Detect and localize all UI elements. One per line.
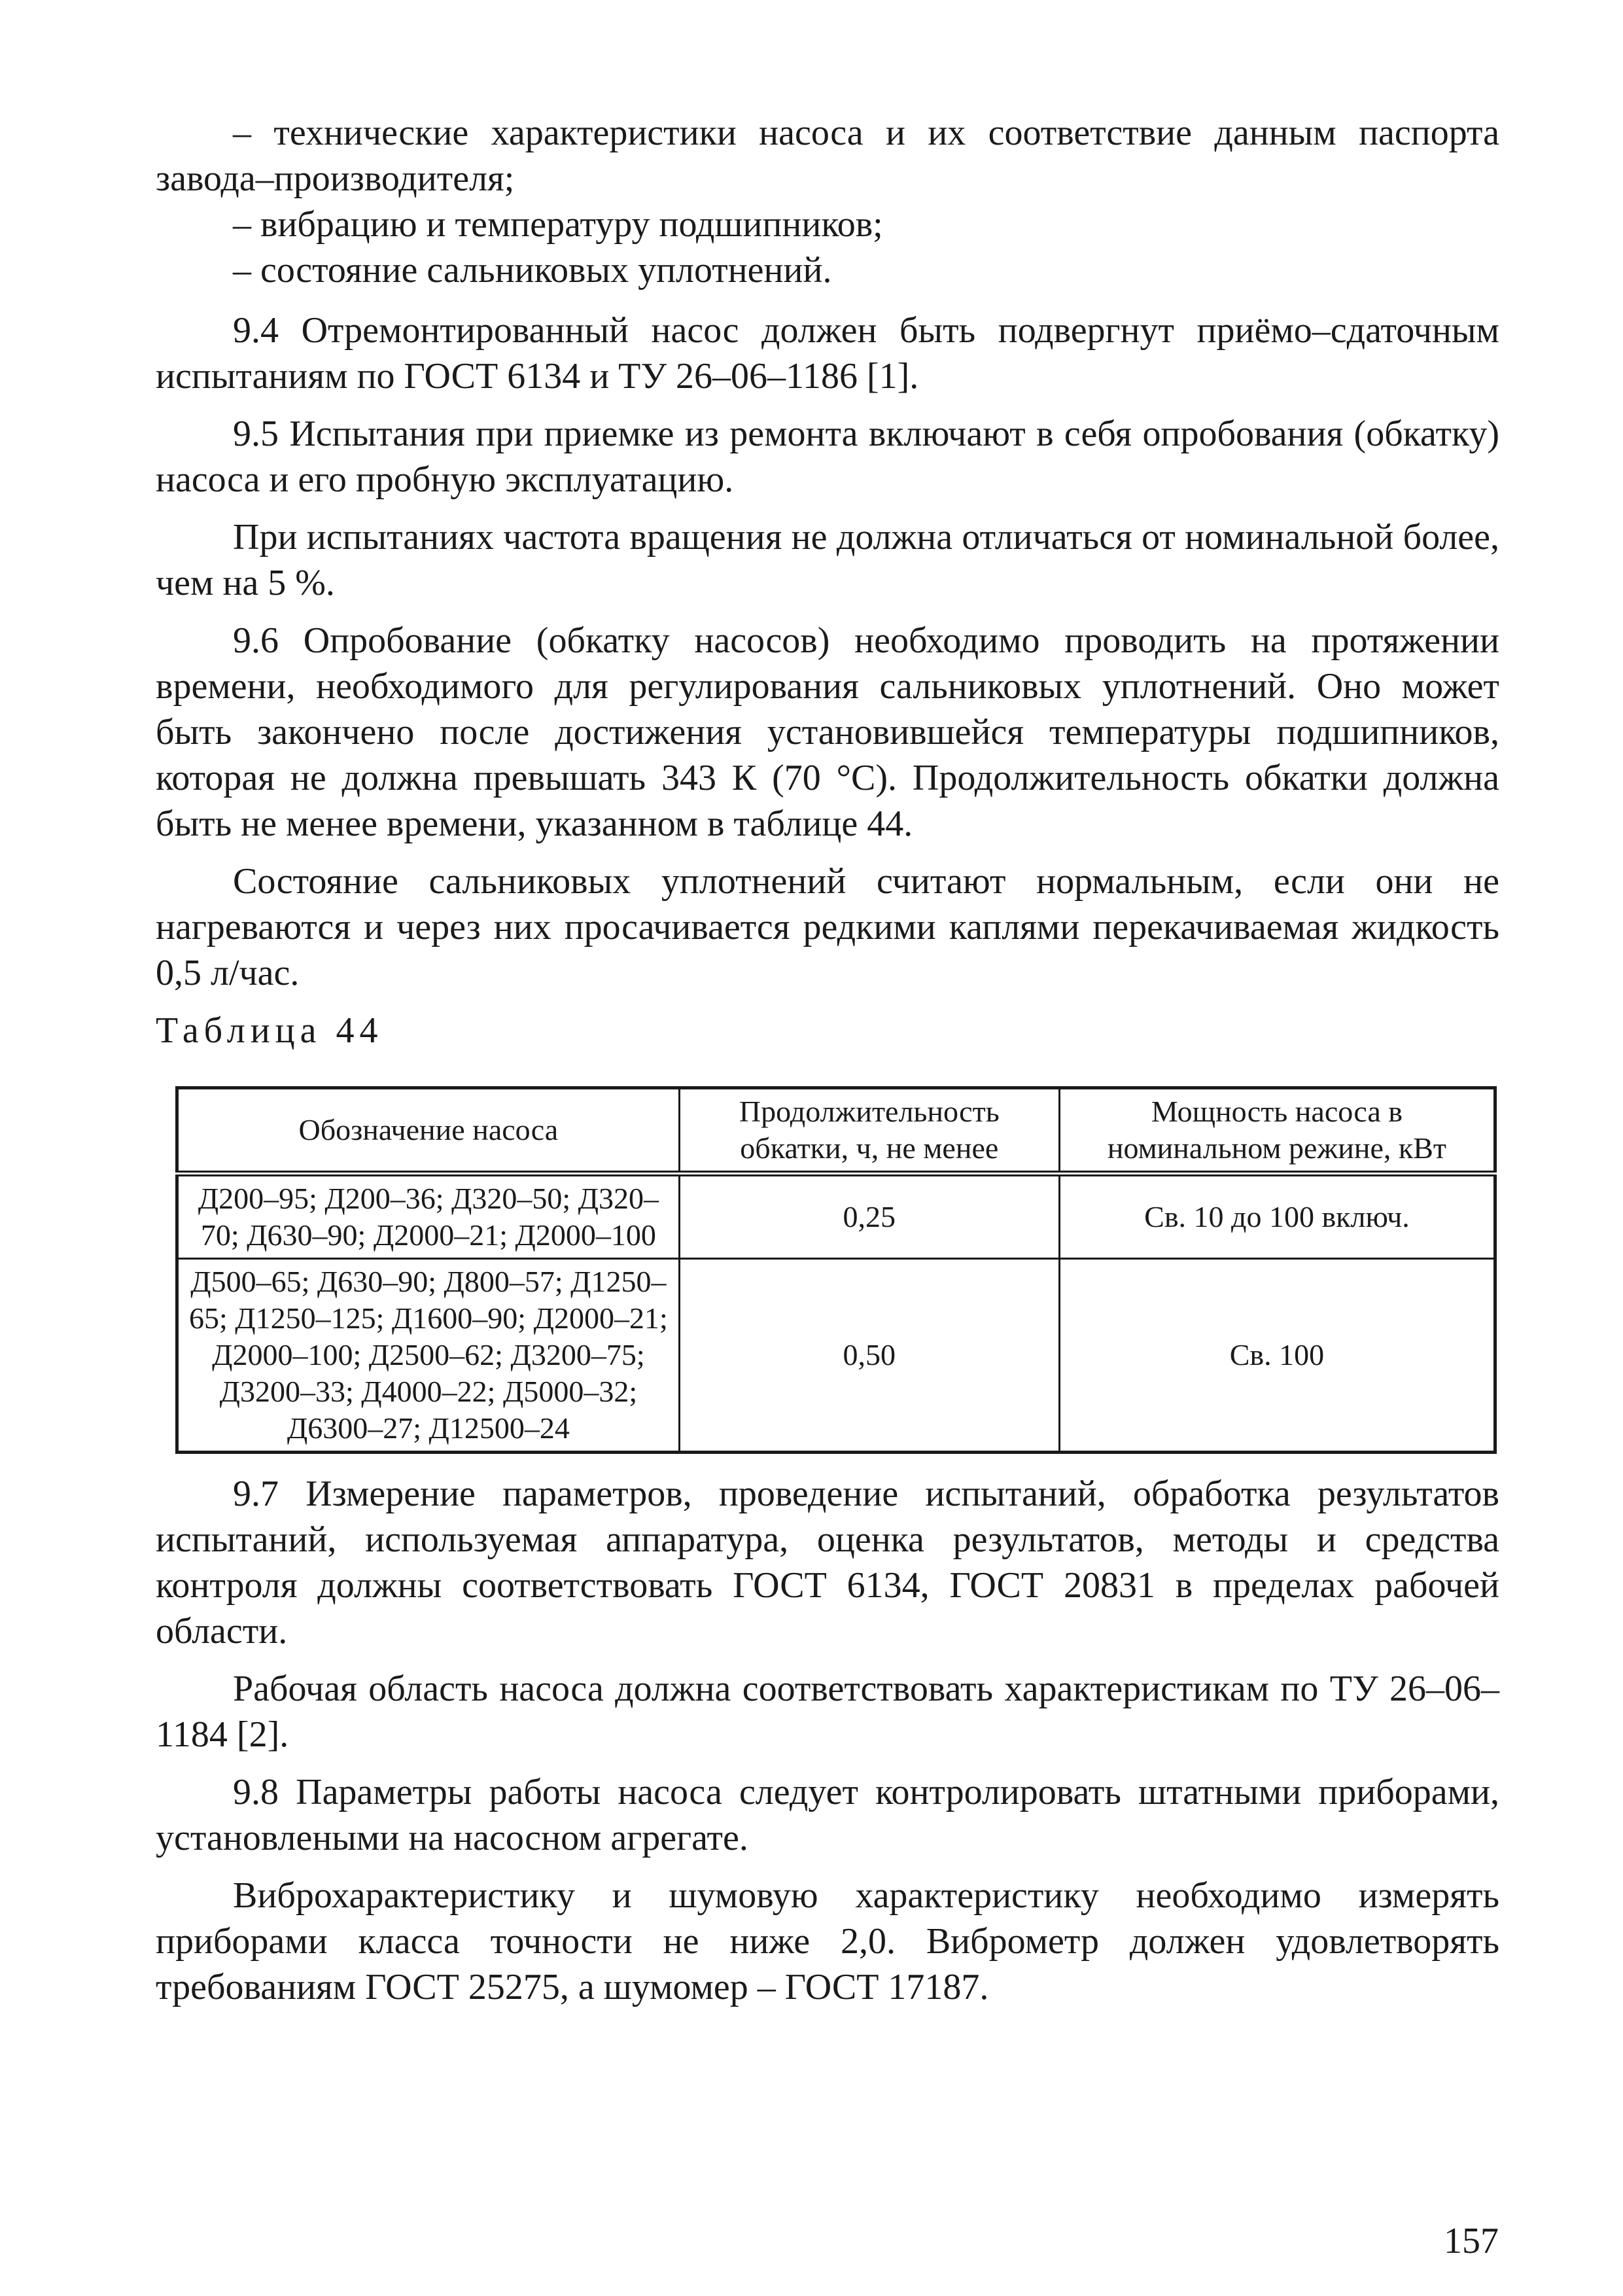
- cell-pump-designation: Д500–65; Д630–90; Д800–57; Д1250–65; Д1250–125; Д1600–90; Д2000–21; Д2000–100; Д2500–62; Д3200–75; Д3200–33; Д4000–22; Д5000–32; Д6300–27; Д12500–24: [177, 1259, 680, 1453]
- paragraph-rotation-speed: При испытаниях частота вращения не должна отличаться от номинальной более, чем на 5 %.: [156, 517, 1499, 603]
- paragraph-9-6: 9.6 Опробование (обкатку насосов) необходимо проводить на протяжении времени, необходимого для регулирования сальниковых уплотнений. Оно может быть закончено после достижения установившейся температуры подшипников, которая не должна превышать 343 К (70 °С). Продолжительность обкатки должна быть не менее времени, указанном в таблице 44.: [156, 620, 1499, 844]
- cell-pump-designation: Д200–95; Д200–36; Д320–50; Д320–70; Д630–90; Д2000–21; Д2000–100: [177, 1174, 680, 1259]
- cell-run-in-duration: 0,50: [679, 1259, 1059, 1453]
- paragraph-9-7: 9.7 Измерение параметров, проведение испытаний, обработка результатов испытаний, используемая аппаратура, оценка результатов, методы и средства контроля должны соответствовать ГОСТ 6134, ГОСТ 20831 в пределах рабочей области.: [156, 1474, 1499, 1651]
- run-in-table: [175, 1086, 1497, 1454]
- list-item: – состояние сальниковых уплотнений.: [233, 250, 832, 291]
- header-pump-designation: Обозначение насоса: [177, 1088, 680, 1174]
- page-content: [156, 110, 1499, 2022]
- table-row: [177, 1259, 1495, 1453]
- header-pump-power: Мощность насоса в номинальном режине, кВт: [1059, 1088, 1495, 1174]
- table-caption: Таблица 44: [156, 1010, 383, 1051]
- cell-run-in-duration: 0,25: [679, 1174, 1059, 1259]
- table-header-row: [177, 1088, 1495, 1174]
- inspection-list: [156, 110, 1499, 293]
- header-run-in-duration: Продолжительность обкатки, ч, не менее: [679, 1088, 1059, 1174]
- page-number: 157: [1444, 2221, 1499, 2261]
- table-row: [177, 1174, 1495, 1259]
- paragraph-9-4: 9.4 Отремонтированный насос должен быть подвергнут приёмо–сдаточным испытаниям по ГОСТ 6134 и ТУ 26–06–1186 [1].: [156, 310, 1499, 397]
- paragraph-gland-seals: Состояние сальниковых уплотнений считают нормальным, если они не нагреваются и через них просачивается редкими каплями перекачиваемая жидкость 0,5 л/час.: [156, 861, 1499, 993]
- table-44: [175, 1086, 1497, 1454]
- paragraph-9-5: 9.5 Испытания при приемке из ремонта включают в себя опробования (обкатку) насоса и его пробную эксплуатацию.: [156, 414, 1499, 500]
- list-item: – вибрацию и температуру подшипников;: [233, 204, 883, 245]
- paragraph-working-area: Рабочая область насоса должна соответствовать характеристикам по ТУ 26–06–1184 [2].: [156, 1669, 1499, 1755]
- paragraph-vibration-noise: Виброхарактеристику и шумовую характеристику необходимо измерять приборами класса точности не ниже 2,0. Виброметр должен удовлетворять требованиям ГОСТ 25275, а шумомер – ГОСТ 17187.: [156, 1875, 1499, 2007]
- cell-pump-power: Св. 100: [1059, 1259, 1495, 1453]
- list-item: – технические характеристики насоса и их соответствие данным паспорта завода–производителя;: [156, 113, 1499, 199]
- paragraph-9-8: 9.8 Параметры работы насоса следует контролировать штатными приборами, установлеными на насосном агрегате.: [156, 1772, 1499, 1858]
- cell-pump-power: Св. 10 до 100 включ.: [1059, 1174, 1495, 1259]
